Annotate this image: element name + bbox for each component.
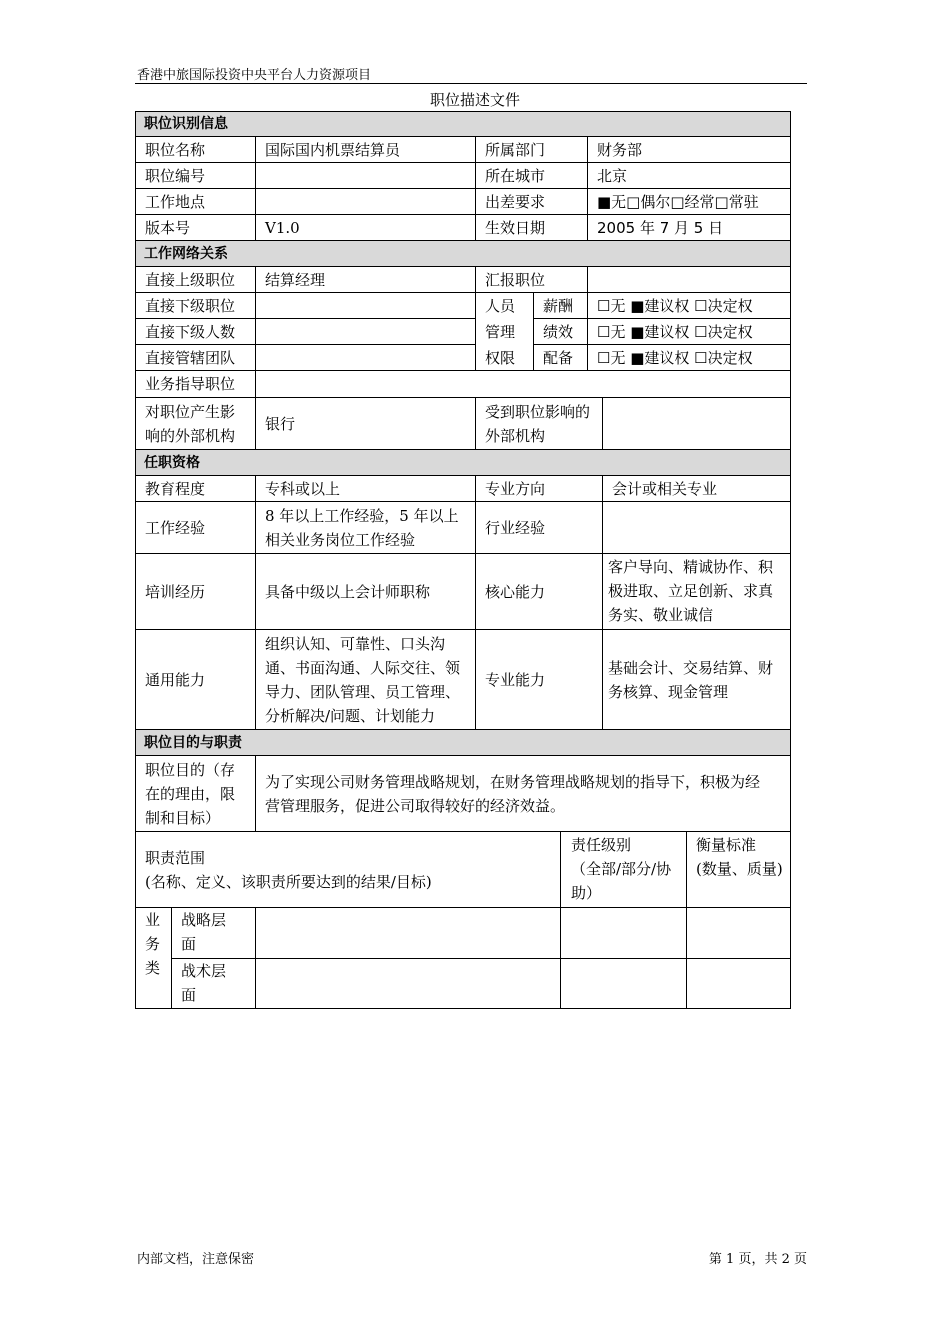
direct-subordinate-label: 直接下级职位 [136, 293, 256, 319]
direct-subordinate [256, 293, 476, 319]
authority-performance-label: 绩效 [534, 319, 588, 345]
subordinate-count-label: 直接下级人数 [136, 319, 256, 345]
department: 财务部 [588, 137, 790, 163]
core-label: 核心能力 [476, 554, 603, 630]
footer-confidential: 内部文档，注意保密 [137, 1252, 255, 1267]
training: 具备中级以上会计师职称 [256, 554, 476, 630]
strategic-text: 战略层面 [181, 911, 227, 953]
general-abilities: 组织认知、可靠性、口头沟通、书面沟通、人际交往、领导力、团队管理、员工管理、分析解决/问题、计划能力 [256, 630, 476, 730]
team [256, 345, 476, 371]
strategic-label [172, 908, 256, 959]
business-label [136, 908, 172, 1008]
level-title: 责任级别 [571, 836, 632, 854]
industry-label: 行业经验 [476, 502, 603, 554]
external-affected [603, 398, 790, 450]
purpose-label: 职位目的（存在的理由，限制和目标） [136, 756, 256, 832]
department-label: 所属部门 [476, 137, 588, 163]
education: 专科或以上 [256, 476, 476, 502]
purpose-text: 为了实现公司财务管理战略规划，在财务管理战略规划的指导下，积极为经营管理服务，促进公司取得较好的经济效益。 [256, 756, 790, 832]
authority-staffing-label: 配备 [534, 345, 588, 371]
hr-authority-label [476, 293, 534, 371]
experience: 8 年以上工作经验，5 年以上相关业务岗位工作经验 [256, 502, 476, 554]
section-purpose: 职位目的与职责 [136, 730, 790, 756]
position-name: 国际国内机票结算员 [256, 137, 476, 163]
external-affected-label: 受到职位影响的外部机构 [476, 398, 603, 450]
city: 北京 [588, 163, 790, 189]
report-to [588, 267, 790, 293]
measure-desc: (数量、质量) [696, 860, 783, 878]
position-name-label: 职位名称 [136, 137, 256, 163]
report-to-label: 汇报职位 [476, 267, 588, 293]
measure-header [687, 832, 790, 908]
business-guide-label: 业务指导职位 [136, 371, 256, 398]
location-label: 工作地点 [136, 189, 256, 215]
job-description-table [135, 111, 791, 1009]
subordinate-count [256, 319, 476, 345]
direct-superior: 结算经理 [256, 267, 476, 293]
version-label: 版本号 [136, 215, 256, 241]
section-network: 工作网络关系 [136, 241, 790, 267]
travel-requirement: ■无□偶尔□经常□常驻 [588, 189, 790, 215]
scope-header [136, 832, 561, 908]
location [256, 189, 476, 215]
measure-title: 衡量标准 [696, 836, 757, 854]
tactical-measure [687, 959, 790, 1008]
professional-abilities: 基础会计、交易结算、财务核算、现金管理 [603, 630, 790, 730]
effective-date: 2005 年 7 月 5 日 [588, 215, 790, 241]
general-label: 通用能力 [136, 630, 256, 730]
version: V1.0 [256, 215, 476, 241]
section-qualifications: 任职资格 [136, 450, 790, 476]
core-abilities: 客户导向、精诚协作、积极进取、立足创新、求真务实、敬业诚信 [603, 554, 790, 630]
footer-page-number: 第 1 页，共 2 页 [708, 1252, 807, 1267]
team-label: 直接管辖团队 [136, 345, 256, 371]
level-header [561, 832, 687, 908]
authority-performance: ☐无 ■建议权 ☐决定权 [588, 319, 790, 345]
professional-label: 专业能力 [476, 630, 603, 730]
tactical-scope [256, 959, 561, 1008]
city-label: 所在城市 [476, 163, 588, 189]
hr-authority-text: 人员管理权限 [485, 297, 516, 367]
section-identification: 职位识别信息 [136, 112, 790, 137]
strategic-level [561, 908, 687, 959]
business-text: 业务类 [145, 911, 161, 977]
authority-salary-label: 薪酬 [534, 293, 588, 319]
business-guide [256, 371, 790, 398]
effective-date-label: 生效日期 [476, 215, 588, 241]
tactical-text: 战术层面 [181, 962, 227, 1004]
industry [603, 502, 790, 554]
level-desc: （全部/部分/协助） [571, 860, 672, 902]
scope-desc: (名称、定义、该职责所要达到的结果/目标) [145, 872, 432, 891]
strategic-scope [256, 908, 561, 959]
authority-staffing: ☐无 ■建议权 ☐决定权 [588, 345, 790, 371]
major-label: 专业方向 [476, 476, 603, 502]
education-label: 教育程度 [136, 476, 256, 502]
tactical-level [561, 959, 687, 1008]
travel-label: 出差要求 [476, 189, 588, 215]
strategic-measure [687, 908, 790, 959]
external-affect: 银行 [256, 398, 476, 450]
direct-superior-label: 直接上级职位 [136, 267, 256, 293]
header-rule [135, 83, 807, 84]
external-affect-label: 对职位产生影响的外部机构 [136, 398, 256, 450]
position-no [256, 163, 476, 189]
major: 会计或相关专业 [603, 476, 790, 502]
training-label: 培训经历 [136, 554, 256, 630]
experience-label: 工作经验 [136, 502, 256, 554]
authority-salary: ☐无 ■建议权 ☐决定权 [588, 293, 790, 319]
tactical-label [172, 959, 256, 1008]
scope-title: 职责范围 [145, 848, 206, 867]
header-project: 香港中旅国际投资中央平台人力资源项目 [137, 68, 372, 83]
position-no-label: 职位编号 [136, 163, 256, 189]
document-title: 职位描述文件 [429, 91, 520, 109]
